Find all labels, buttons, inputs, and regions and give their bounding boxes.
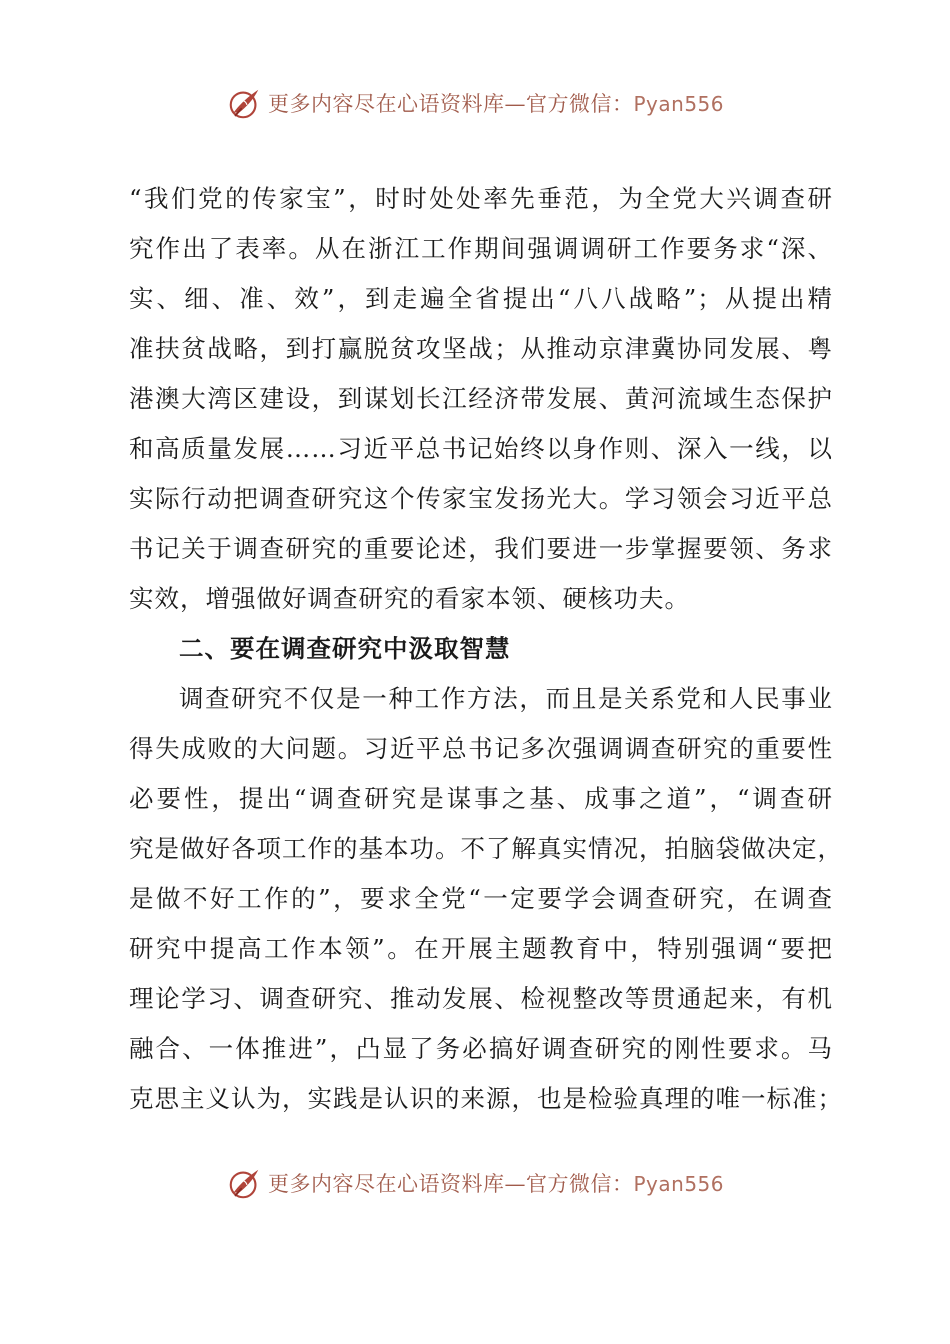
paragraph-line: 准扶贫战略，到打赢脱贫攻坚战；从推动京津冀协同发展、粤 — [129, 334, 833, 363]
paragraph-line: 实际行动把调查研究这个传家宝发扬光大。学习领会习近平总 — [129, 484, 833, 513]
quill-logo-icon — [226, 84, 264, 122]
banner-text — [268, 1168, 724, 1198]
paragraph-line: 究是做好各项工作的基本功。不了解真实情况，拍脑袋做决定， — [129, 834, 843, 863]
paragraph-line: 必要性，提出“调查研究是谋事之基、成事之道”，“调查研 — [129, 784, 833, 813]
section-heading: 二、要在调查研究中汲取智慧 — [179, 634, 511, 663]
paragraph-line: 港澳大湾区建设，到谋划长江经济带发展、黄河流域生态保护 — [129, 384, 833, 413]
footer-banner — [0, 1163, 950, 1203]
header-banner — [0, 83, 950, 123]
paragraph-line: 书记关于调查研究的重要论述，我们要进一步掌握要领、务求 — [129, 534, 833, 563]
paragraph-line: 是做不好工作的”，要求全党“一定要学会调查研究，在调查 — [129, 884, 833, 913]
banner-wechat-id: Pyan556 — [633, 1172, 724, 1196]
paragraph-line: 得失成败的大问题。习近平总书记多次强调调查研究的重要性 — [129, 734, 833, 763]
paragraph-line: 理论学习、调查研究、推动发展、检视整改等贯通起来，有机 — [129, 984, 833, 1013]
document-body — [129, 174, 843, 1124]
banner-slogan: 更多内容尽在心语资料库—官方微信： — [267, 1172, 634, 1196]
banner-text — [268, 88, 724, 118]
paragraph-line: 调查研究不仅是一种工作方法，而且是关系党和人民事业 — [179, 684, 833, 713]
paragraph-line: 研究中提高工作本领”。在开展主题教育中，特别强调“要把 — [129, 934, 833, 963]
banner-wechat-id: Pyan556 — [633, 92, 724, 116]
banner-slogan: 更多内容尽在心语资料库—官方微信： — [267, 92, 634, 116]
paragraph-line: 实、细、准、效”，到走遍全省提出“八八战略”；从提出精 — [129, 284, 833, 313]
paragraph-line: “我们党的传家宝”，时时处处率先垂范，为全党大兴调查研 — [129, 184, 833, 213]
paragraph-line: 究作出了表率。从在浙江工作期间强调调研工作要务求“深、 — [129, 234, 833, 263]
quill-logo-icon — [226, 1164, 264, 1202]
paragraph-line: 实效，增强做好调查研究的看家本领、硬核功夫。 — [129, 584, 690, 613]
paragraph-line: 克思主义认为，实践是认识的来源，也是检验真理的唯一标准； — [129, 1084, 843, 1113]
paragraph-line: 和高质量发展……习近平总书记始终以身作则、深入一线，以 — [129, 434, 833, 463]
paragraph-line: 融合、一体推进”，凸显了务必搞好调查研究的刚性要求。马 — [129, 1034, 833, 1063]
